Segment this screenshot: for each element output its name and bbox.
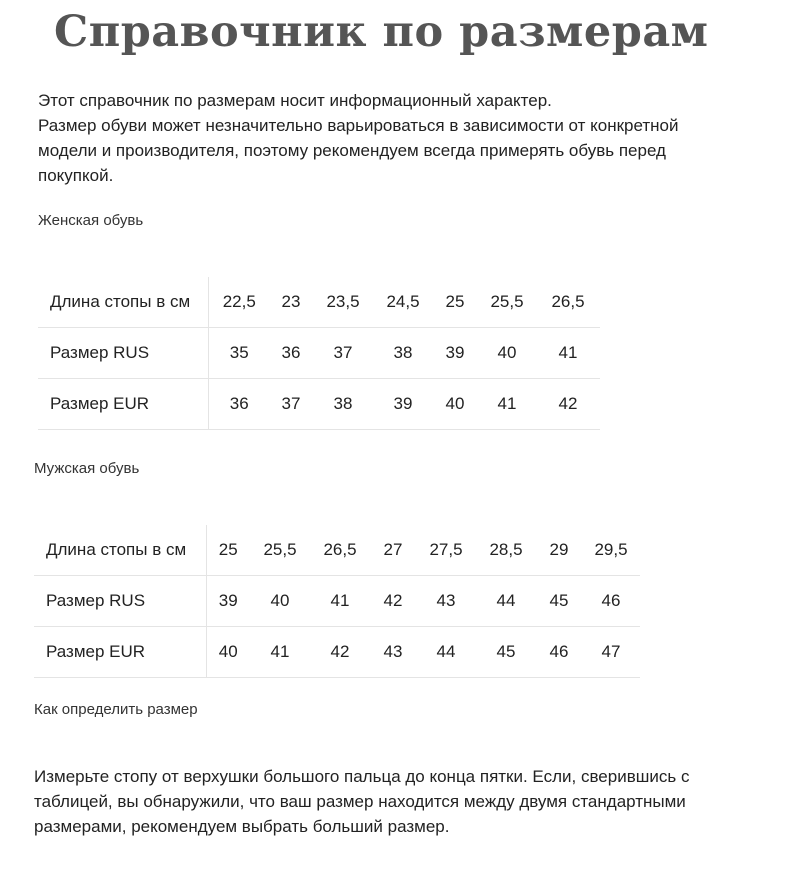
table-cell: 46 <box>536 627 582 678</box>
table-cell: 27,5 <box>416 525 476 576</box>
table-cell: 41 <box>250 627 310 678</box>
table-cell: 23,5 <box>312 277 374 328</box>
women-section-label: Женская обувь <box>38 212 144 229</box>
table-cell: 40 <box>478 328 536 379</box>
table-cell: 44 <box>416 627 476 678</box>
table-cell: 42 <box>310 627 370 678</box>
table-cell: 25 <box>206 525 250 576</box>
table-cell: 36 <box>270 328 312 379</box>
table-cell: 46 <box>582 576 640 627</box>
table-cell: 43 <box>416 576 476 627</box>
table-row <box>38 277 600 328</box>
women-size-table <box>38 277 600 430</box>
table-cell: 39 <box>432 328 478 379</box>
table-cell: 41 <box>478 379 536 430</box>
table-cell: 41 <box>536 328 600 379</box>
table-cell: 36 <box>208 379 270 430</box>
men-section-label: Мужская обувь <box>34 460 140 477</box>
men-size-table <box>34 525 640 678</box>
how-to-measure-label: Как определить размер <box>34 701 198 718</box>
table-cell: 47 <box>582 627 640 678</box>
page-title: Справочник по размерам <box>54 7 709 57</box>
table-cell: 23 <box>270 277 312 328</box>
table-cell: 42 <box>536 379 600 430</box>
table-cell: 25,5 <box>250 525 310 576</box>
table-row <box>34 525 640 576</box>
row-header: Длина стопы в см <box>34 525 206 576</box>
table-cell: 29,5 <box>582 525 640 576</box>
table-row <box>34 627 640 678</box>
table-cell: 39 <box>374 379 432 430</box>
row-header: Длина стопы в см <box>38 277 208 328</box>
table-cell: 26,5 <box>536 277 600 328</box>
table-cell: 40 <box>206 627 250 678</box>
how-to-measure-text: Измерьте стопу от верхушки большого пальца до конца пятки. Если, сверившись с таблицей, вы обнаружили, что ваш размер находится между двумя стандартными размерами, рекомендуем выбрать больший размер. <box>34 767 690 836</box>
table-cell: 38 <box>312 379 374 430</box>
table-cell: 27 <box>370 525 416 576</box>
table-cell: 45 <box>536 576 582 627</box>
table-cell: 37 <box>270 379 312 430</box>
intro-line-2: Размер обуви может незначительно варьироваться в зависимости от конкретной модели и производителя, поэтому рекомендуем всегда примерять обувь перед покупкой. <box>38 116 679 185</box>
table-cell: 22,5 <box>208 277 270 328</box>
row-header: Размер EUR <box>38 379 208 430</box>
table-cell: 39 <box>206 576 250 627</box>
table-cell: 40 <box>432 379 478 430</box>
table-cell: 35 <box>208 328 270 379</box>
table-cell: 45 <box>476 627 536 678</box>
table-cell: 41 <box>310 576 370 627</box>
intro-text <box>38 88 738 188</box>
table-cell: 29 <box>536 525 582 576</box>
table-cell: 42 <box>370 576 416 627</box>
table-cell: 37 <box>312 328 374 379</box>
intro-line-1: Этот справочник по размерам носит информационный характер. <box>38 91 552 110</box>
table-cell: 43 <box>370 627 416 678</box>
table-cell: 26,5 <box>310 525 370 576</box>
row-header: Размер RUS <box>34 576 206 627</box>
table-cell: 25 <box>432 277 478 328</box>
table-cell: 24,5 <box>374 277 432 328</box>
table-cell: 44 <box>476 576 536 627</box>
table-row <box>38 379 600 430</box>
table-cell: 28,5 <box>476 525 536 576</box>
row-header: Размер RUS <box>38 328 208 379</box>
row-header: Размер EUR <box>34 627 206 678</box>
table-row <box>34 576 640 627</box>
table-row <box>38 328 600 379</box>
table-cell: 25,5 <box>478 277 536 328</box>
table-cell: 38 <box>374 328 432 379</box>
table-cell: 40 <box>250 576 310 627</box>
